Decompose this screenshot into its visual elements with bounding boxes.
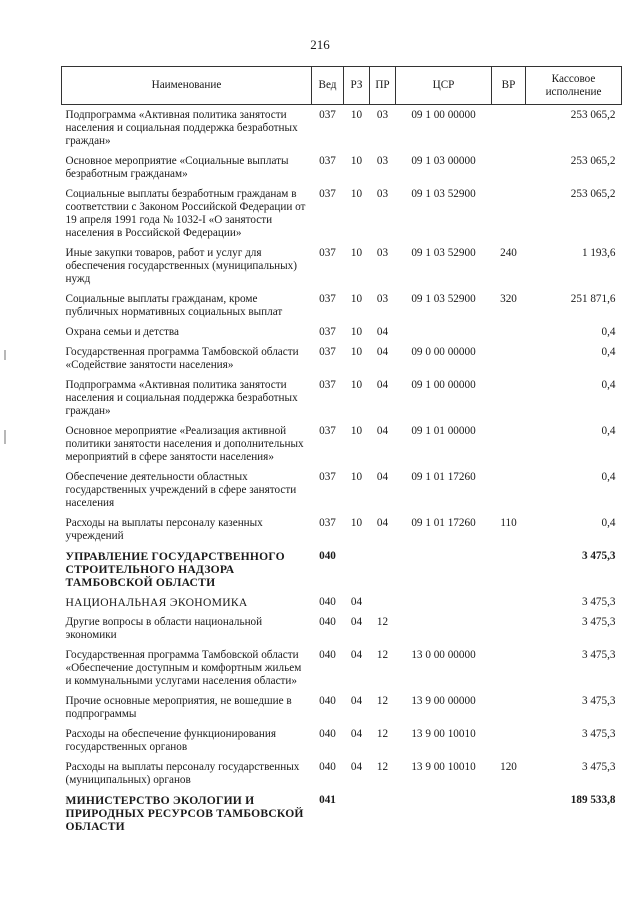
row-ved-cell: 040 — [319, 616, 336, 628]
row-csr-cell — [396, 546, 492, 592]
row-csr-cell: 09 1 03 52900 — [411, 247, 476, 259]
row-ved-cell: 040 — [319, 695, 336, 707]
table-row — [62, 342, 622, 375]
row-ved-cell: 040 — [319, 596, 336, 608]
row-vr-cell — [492, 467, 526, 513]
row-vr-cell: 240 — [500, 247, 517, 259]
row-ved-cell: 040 — [319, 649, 336, 661]
row-pr-cell: 04 — [376, 326, 389, 338]
row-amount-cell: 3 475,3 — [581, 761, 616, 773]
row-rz-cell: 04 — [350, 761, 363, 773]
row-vr-cell — [492, 790, 526, 836]
table-row — [62, 592, 622, 612]
table-row — [62, 322, 622, 342]
header-pr: ПР — [370, 67, 396, 105]
row-csr-cell: 09 0 00 00000 — [411, 346, 476, 358]
row-pr-cell — [370, 790, 396, 836]
row-name-cell: Подпрограмма «Активная политика занятости населения и социальная поддержка безработных граждан» — [65, 109, 298, 147]
row-pr-cell: 04 — [376, 379, 389, 391]
table-row — [62, 645, 622, 691]
row-vr-cell — [492, 592, 526, 612]
row-pr-cell — [370, 546, 396, 592]
table-row — [62, 467, 622, 513]
row-ved-cell: 037 — [319, 155, 336, 167]
table-header-row — [62, 67, 622, 105]
row-name-cell: Расходы на обеспечение функционирования государственных органов — [65, 728, 276, 753]
row-pr-cell: 04 — [376, 346, 389, 358]
row-ved-cell: 037 — [319, 188, 336, 200]
page-number: 216 — [310, 37, 330, 52]
row-ved-cell: 037 — [319, 326, 336, 338]
table-row — [62, 546, 622, 592]
row-vr-cell — [492, 105, 526, 152]
row-csr-cell: 09 1 00 00000 — [411, 379, 476, 391]
row-pr-cell: 03 — [376, 109, 389, 121]
row-ved-cell: 037 — [319, 247, 336, 259]
row-ved-cell: 040 — [319, 761, 336, 773]
row-vr-cell — [492, 375, 526, 421]
row-rz-cell — [344, 546, 370, 592]
row-vr-cell: 110 — [500, 517, 517, 529]
row-ved-cell: 037 — [319, 471, 336, 483]
row-amount-cell: 3 475,3 — [581, 596, 616, 608]
row-ved-cell: 037 — [319, 109, 336, 121]
table-row — [62, 421, 622, 467]
row-name-cell: УПРАВЛЕНИЕ ГОСУДАРСТВЕННОГО СТРОИТЕЛЬНОГО НАДЗОРА ТАМБОВСКОЙ ОБЛАСТИ — [65, 550, 285, 589]
row-rz-cell: 10 — [350, 155, 363, 167]
row-csr-cell: 13 9 00 10010 — [411, 761, 476, 773]
row-ved-cell: 037 — [319, 379, 336, 391]
row-pr-cell: 03 — [376, 247, 389, 259]
row-pr-cell: 04 — [376, 471, 389, 483]
row-amount-cell: 0,4 — [601, 471, 616, 483]
row-pr-cell: 12 — [376, 695, 389, 707]
row-name-cell: Государственная программа Тамбовской области «Обеспечение доступным и комфортным жильем и коммунальными услугами населения области» — [65, 649, 302, 687]
row-rz-cell: 04 — [350, 596, 363, 608]
row-name-cell: Иные закупки товаров, работ и услуг для обеспечения государственных (муниципальных) нужд — [65, 247, 297, 285]
scan-margin-mark — [4, 430, 6, 444]
row-csr-cell — [396, 612, 492, 645]
row-pr-cell: 03 — [376, 293, 389, 305]
row-vr-cell — [492, 645, 526, 691]
table-row — [62, 724, 622, 757]
row-rz-cell: 10 — [350, 188, 363, 200]
row-ved-cell: 041 — [319, 794, 336, 806]
row-ved-cell: 040 — [319, 550, 336, 562]
row-amount-cell: 0,4 — [601, 346, 616, 358]
row-csr-cell: 13 0 00 00000 — [411, 649, 476, 661]
header-rz: РЗ — [344, 67, 370, 105]
row-amount-cell: 3 475,3 — [581, 616, 616, 628]
row-rz-cell: 04 — [350, 695, 363, 707]
row-pr-cell: 03 — [376, 155, 389, 167]
row-name-cell: Охрана семьи и детства — [65, 326, 179, 338]
row-rz-cell: 04 — [350, 649, 363, 661]
row-csr-cell — [396, 790, 492, 836]
row-amount-cell: 253 065,2 — [570, 109, 616, 121]
row-rz-cell: 04 — [350, 616, 363, 628]
table-row — [62, 513, 622, 546]
header-ved: Вед — [312, 67, 344, 105]
row-vr-cell — [492, 724, 526, 757]
row-name-cell: Государственная программа Тамбовской области «Содействие занятости населения» — [65, 346, 299, 371]
row-amount-cell: 3 475,3 — [581, 695, 616, 707]
row-rz-cell: 10 — [350, 346, 363, 358]
table-row — [62, 289, 622, 322]
row-csr-cell: 09 1 01 17260 — [411, 517, 476, 529]
row-rz-cell: 10 — [350, 425, 363, 437]
row-name-cell: Социальные выплаты безработным гражданам в соответствии с Законом Российской Федерации от 19 апреля 1991 года № 1032-I «О занятости населения в Российской Федерации» — [65, 188, 306, 239]
row-amount-cell: 3 475,3 — [581, 649, 616, 661]
row-ved-cell: 037 — [319, 425, 336, 437]
row-amount-cell: 0,4 — [601, 326, 616, 338]
row-name-cell: Расходы на выплаты персоналу казенных учреждений — [65, 517, 263, 542]
row-rz-cell: 04 — [350, 728, 363, 740]
row-amount-cell: 189 533,8 — [570, 794, 616, 806]
table-row — [62, 612, 622, 645]
row-vr-cell: 120 — [500, 761, 517, 773]
row-amount-cell: 253 065,2 — [570, 155, 616, 167]
row-rz-cell: 10 — [350, 247, 363, 259]
row-csr-cell: 09 1 01 00000 — [411, 425, 476, 437]
row-name-cell: Основное мероприятие «Реализация активной политики занятости населения и дополнительных мероприятий в сфере занятости населения» — [65, 425, 304, 463]
row-pr-cell — [370, 592, 396, 612]
row-rz-cell: 10 — [350, 109, 363, 121]
table-row — [62, 790, 622, 836]
row-amount-cell: 251 871,6 — [570, 293, 616, 305]
row-amount-cell: 1 193,6 — [581, 247, 616, 259]
row-csr-cell: 09 1 01 17260 — [411, 471, 476, 483]
row-vr-cell — [492, 184, 526, 243]
row-amount-cell: 3 475,3 — [581, 550, 616, 562]
header-vr: ВР — [492, 67, 526, 105]
row-name-cell: Расходы на выплаты персоналу государственных (муниципальных) органов — [65, 761, 300, 786]
row-pr-cell: 12 — [376, 761, 389, 773]
row-ved-cell: 037 — [319, 293, 336, 305]
header-name: Наименование — [62, 67, 312, 105]
row-csr-cell — [396, 592, 492, 612]
row-vr-cell — [492, 612, 526, 645]
row-name-cell: Подпрограмма «Активная политика занятости населения и социальная поддержка безработных граждан» — [65, 379, 298, 417]
row-ved-cell: 040 — [319, 728, 336, 740]
row-rz-cell: 10 — [350, 326, 363, 338]
row-csr-cell: 09 1 00 00000 — [411, 109, 476, 121]
table-row — [62, 105, 622, 152]
row-rz-cell: 10 — [350, 379, 363, 391]
row-pr-cell: 03 — [376, 188, 389, 200]
row-name-cell: МИНИСТЕРСТВО ЭКОЛОГИИ И ПРИРОДНЫХ РЕСУРСОВ ТАМБОВСКОЙ ОБЛАСТИ — [65, 794, 304, 833]
row-name-cell: НАЦИОНАЛЬНАЯ ЭКОНОМИКА — [65, 596, 248, 609]
table-body — [62, 105, 622, 837]
row-amount-cell: 3 475,3 — [581, 728, 616, 740]
row-vr-cell — [492, 151, 526, 184]
row-csr-cell: 13 9 00 00000 — [411, 695, 476, 707]
row-name-cell: Прочие основные мероприятия, не вошедшие в подпрограммы — [65, 695, 292, 720]
row-csr-cell — [396, 322, 492, 342]
row-pr-cell: 04 — [376, 425, 389, 437]
budget-table — [61, 66, 622, 836]
row-amount-cell: 0,4 — [601, 379, 616, 391]
header-csr: ЦСР — [396, 67, 492, 105]
row-vr-cell: 320 — [500, 293, 517, 305]
row-vr-cell — [492, 421, 526, 467]
row-vr-cell — [492, 546, 526, 592]
table-row — [62, 243, 622, 289]
table-row — [62, 375, 622, 421]
row-amount-cell: 253 065,2 — [570, 188, 616, 200]
row-name-cell: Обеспечение деятельности областных государственных учреждений в сфере занятости населения — [65, 471, 297, 509]
row-vr-cell — [492, 342, 526, 375]
row-rz-cell: 10 — [350, 471, 363, 483]
row-amount-cell: 0,4 — [601, 517, 616, 529]
header-amount: Кассовое исполнение — [526, 67, 622, 105]
row-pr-cell: 04 — [376, 517, 389, 529]
table-row — [62, 151, 622, 184]
row-pr-cell: 12 — [376, 728, 389, 740]
row-name-cell: Другие вопросы в области национальной экономики — [65, 616, 263, 641]
row-vr-cell — [492, 322, 526, 342]
row-csr-cell: 09 1 03 00000 — [411, 155, 476, 167]
row-rz-cell — [344, 790, 370, 836]
row-vr-cell — [492, 691, 526, 724]
row-ved-cell: 037 — [319, 517, 336, 529]
table-row — [62, 184, 622, 243]
table-row — [62, 757, 622, 790]
row-rz-cell: 10 — [350, 293, 363, 305]
row-csr-cell: 09 1 03 52900 — [411, 293, 476, 305]
row-name-cell: Основное мероприятие «Социальные выплаты безработным гражданам» — [65, 155, 289, 180]
row-pr-cell: 12 — [376, 616, 389, 628]
row-csr-cell: 13 9 00 10010 — [411, 728, 476, 740]
row-name-cell: Социальные выплаты гражданам, кроме публичных нормативных социальных выплат — [65, 293, 283, 318]
row-csr-cell: 09 1 03 52900 — [411, 188, 476, 200]
row-rz-cell: 10 — [350, 517, 363, 529]
scan-margin-mark — [4, 350, 6, 360]
row-pr-cell: 12 — [376, 649, 389, 661]
row-amount-cell: 0,4 — [601, 425, 616, 437]
row-ved-cell: 037 — [319, 346, 336, 358]
table-row — [62, 691, 622, 724]
